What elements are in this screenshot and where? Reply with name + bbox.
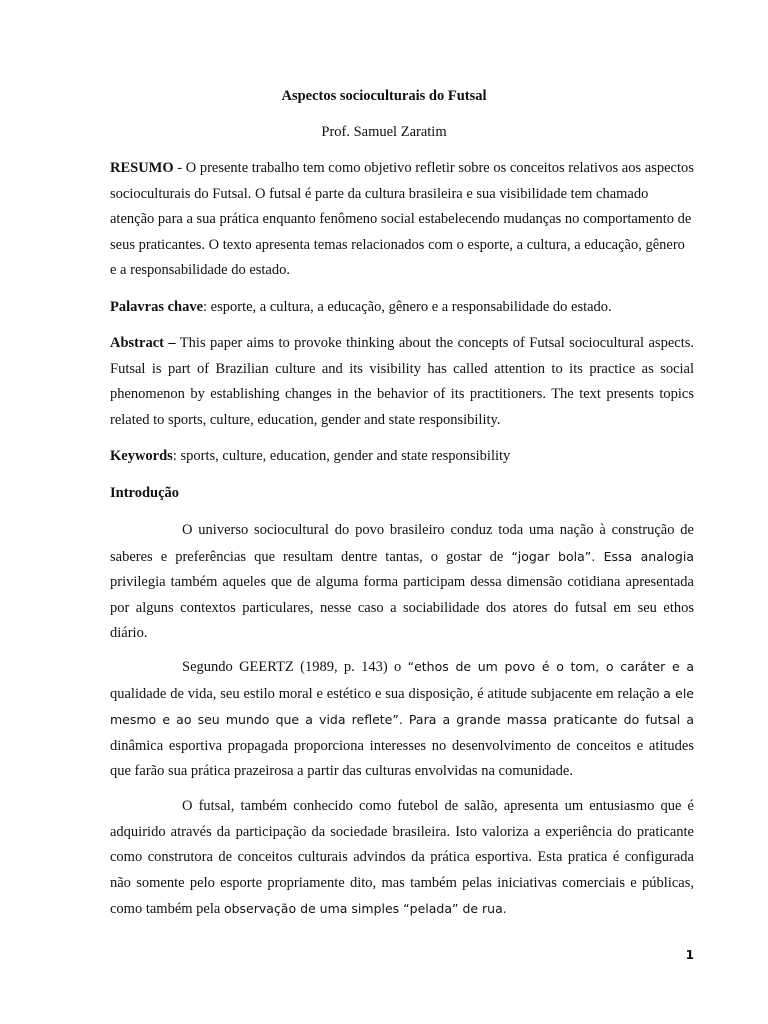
keywords-label: Keywords — [110, 448, 173, 464]
paragraph-text: O futsal, também conhecido como futebol de salão, apresenta um entusiasmo que é adquirido através da participação da sociedade brasileira. Isto valoriza a experiência do praticante como construtora de conceitos culturais advindos da prática esportiva. Esta pratica é configurada não somente pelo esporte propriamente dito, mas também pelas iniciativas comerciais e públicas, como também pela — [110, 798, 694, 917]
resumo-text: - O presente trabalho tem como objetivo refletir sobre os conceitos relativos aos aspectos socioculturais do Futsal. O futsal é parte da cultura brasileira e sua visibilidade tem chamado atenção para a sua prática enquanto fenômeno social estabelecendo mudanças no comportamento de seus praticantes. O texto apresenta temas relacionados com o esporte, a cultura, a educação, gênero e a responsabilidade do estado. — [110, 160, 694, 278]
resumo-label: RESUMO — [110, 160, 174, 176]
document-title: Aspectos socioculturais do Futsal — [281, 88, 487, 104]
keywords-paragraph — [110, 444, 694, 470]
paragraph-text: qualidade de vida, seu estilo moral e estético e sua disposição, é atitude subjacente em relação — [110, 685, 664, 702]
section-heading: Introdução — [110, 485, 180, 501]
paragraph-text: O universo sociocultural do povo brasileiro conduz toda uma nação à construção de saberes e preferências que resultam dentre tantas, o gostar de — [110, 522, 694, 565]
document-author: Prof. Samuel Zaratim — [321, 124, 447, 140]
paragraph-text: Segundo GEERTZ (1989, p. 143) o — [182, 659, 408, 675]
paragraph-text-sans: “jogar bola”. Essa analogia — [511, 548, 694, 564]
palavras-chave-label: Palavras chave — [110, 299, 204, 315]
intro-paragraph-1 — [110, 518, 694, 647]
paragraph-text: dinâmica esportiva propagada proporciona interesses no desenvolvimento de conceitos e atitudes que farão sua prática prazeirosa a partir das culturas envolvidas na comunidade. — [110, 737, 694, 779]
paragraph-text-sans: observação de uma simples “pelada” de rua. — [223, 901, 507, 916]
quote-text-sans: a ele mesmo e ao seu mundo que a vida reflete”. Para a grande massa praticante do futsal a — [110, 685, 694, 727]
abstract-paragraph — [110, 331, 694, 433]
keywords-text: : sports, culture, education, gender and state responsibility — [172, 448, 511, 464]
quote-text-sans: “ethos de um povo é o tom, o caráter e a — [407, 659, 695, 674]
palavras-chave-paragraph — [110, 295, 694, 321]
page-number: 1 — [685, 948, 694, 962]
intro-paragraph-3 — [110, 794, 694, 923]
abstract-text: This paper aims to provoke thinking about the concepts of Futsal sociocultural aspects. Futsal is part of Brazilian culture and its visibility has called attention to its practice as social phenomenon by establishing changes in the behavior of its practitioners. The text presents topics related to sports, culture, education, gender and state responsibility. — [110, 335, 694, 428]
palavras-chave-text: : esporte, a cultura, a educação, gênero e a responsabilidade do estado. — [203, 299, 612, 315]
paragraph-text: privilegia também aqueles que de alguma forma participam dessa dimensão cotidiana apresentada por alguns contextos particulares, nesse caso a sociabilidade dos atores do futsal em seu ethos diário. — [110, 574, 694, 641]
abstract-label: Abstract – — [110, 335, 176, 351]
resumo-paragraph — [110, 156, 694, 284]
intro-heading-block — [110, 481, 694, 507]
intro-paragraph-2 — [110, 654, 694, 785]
